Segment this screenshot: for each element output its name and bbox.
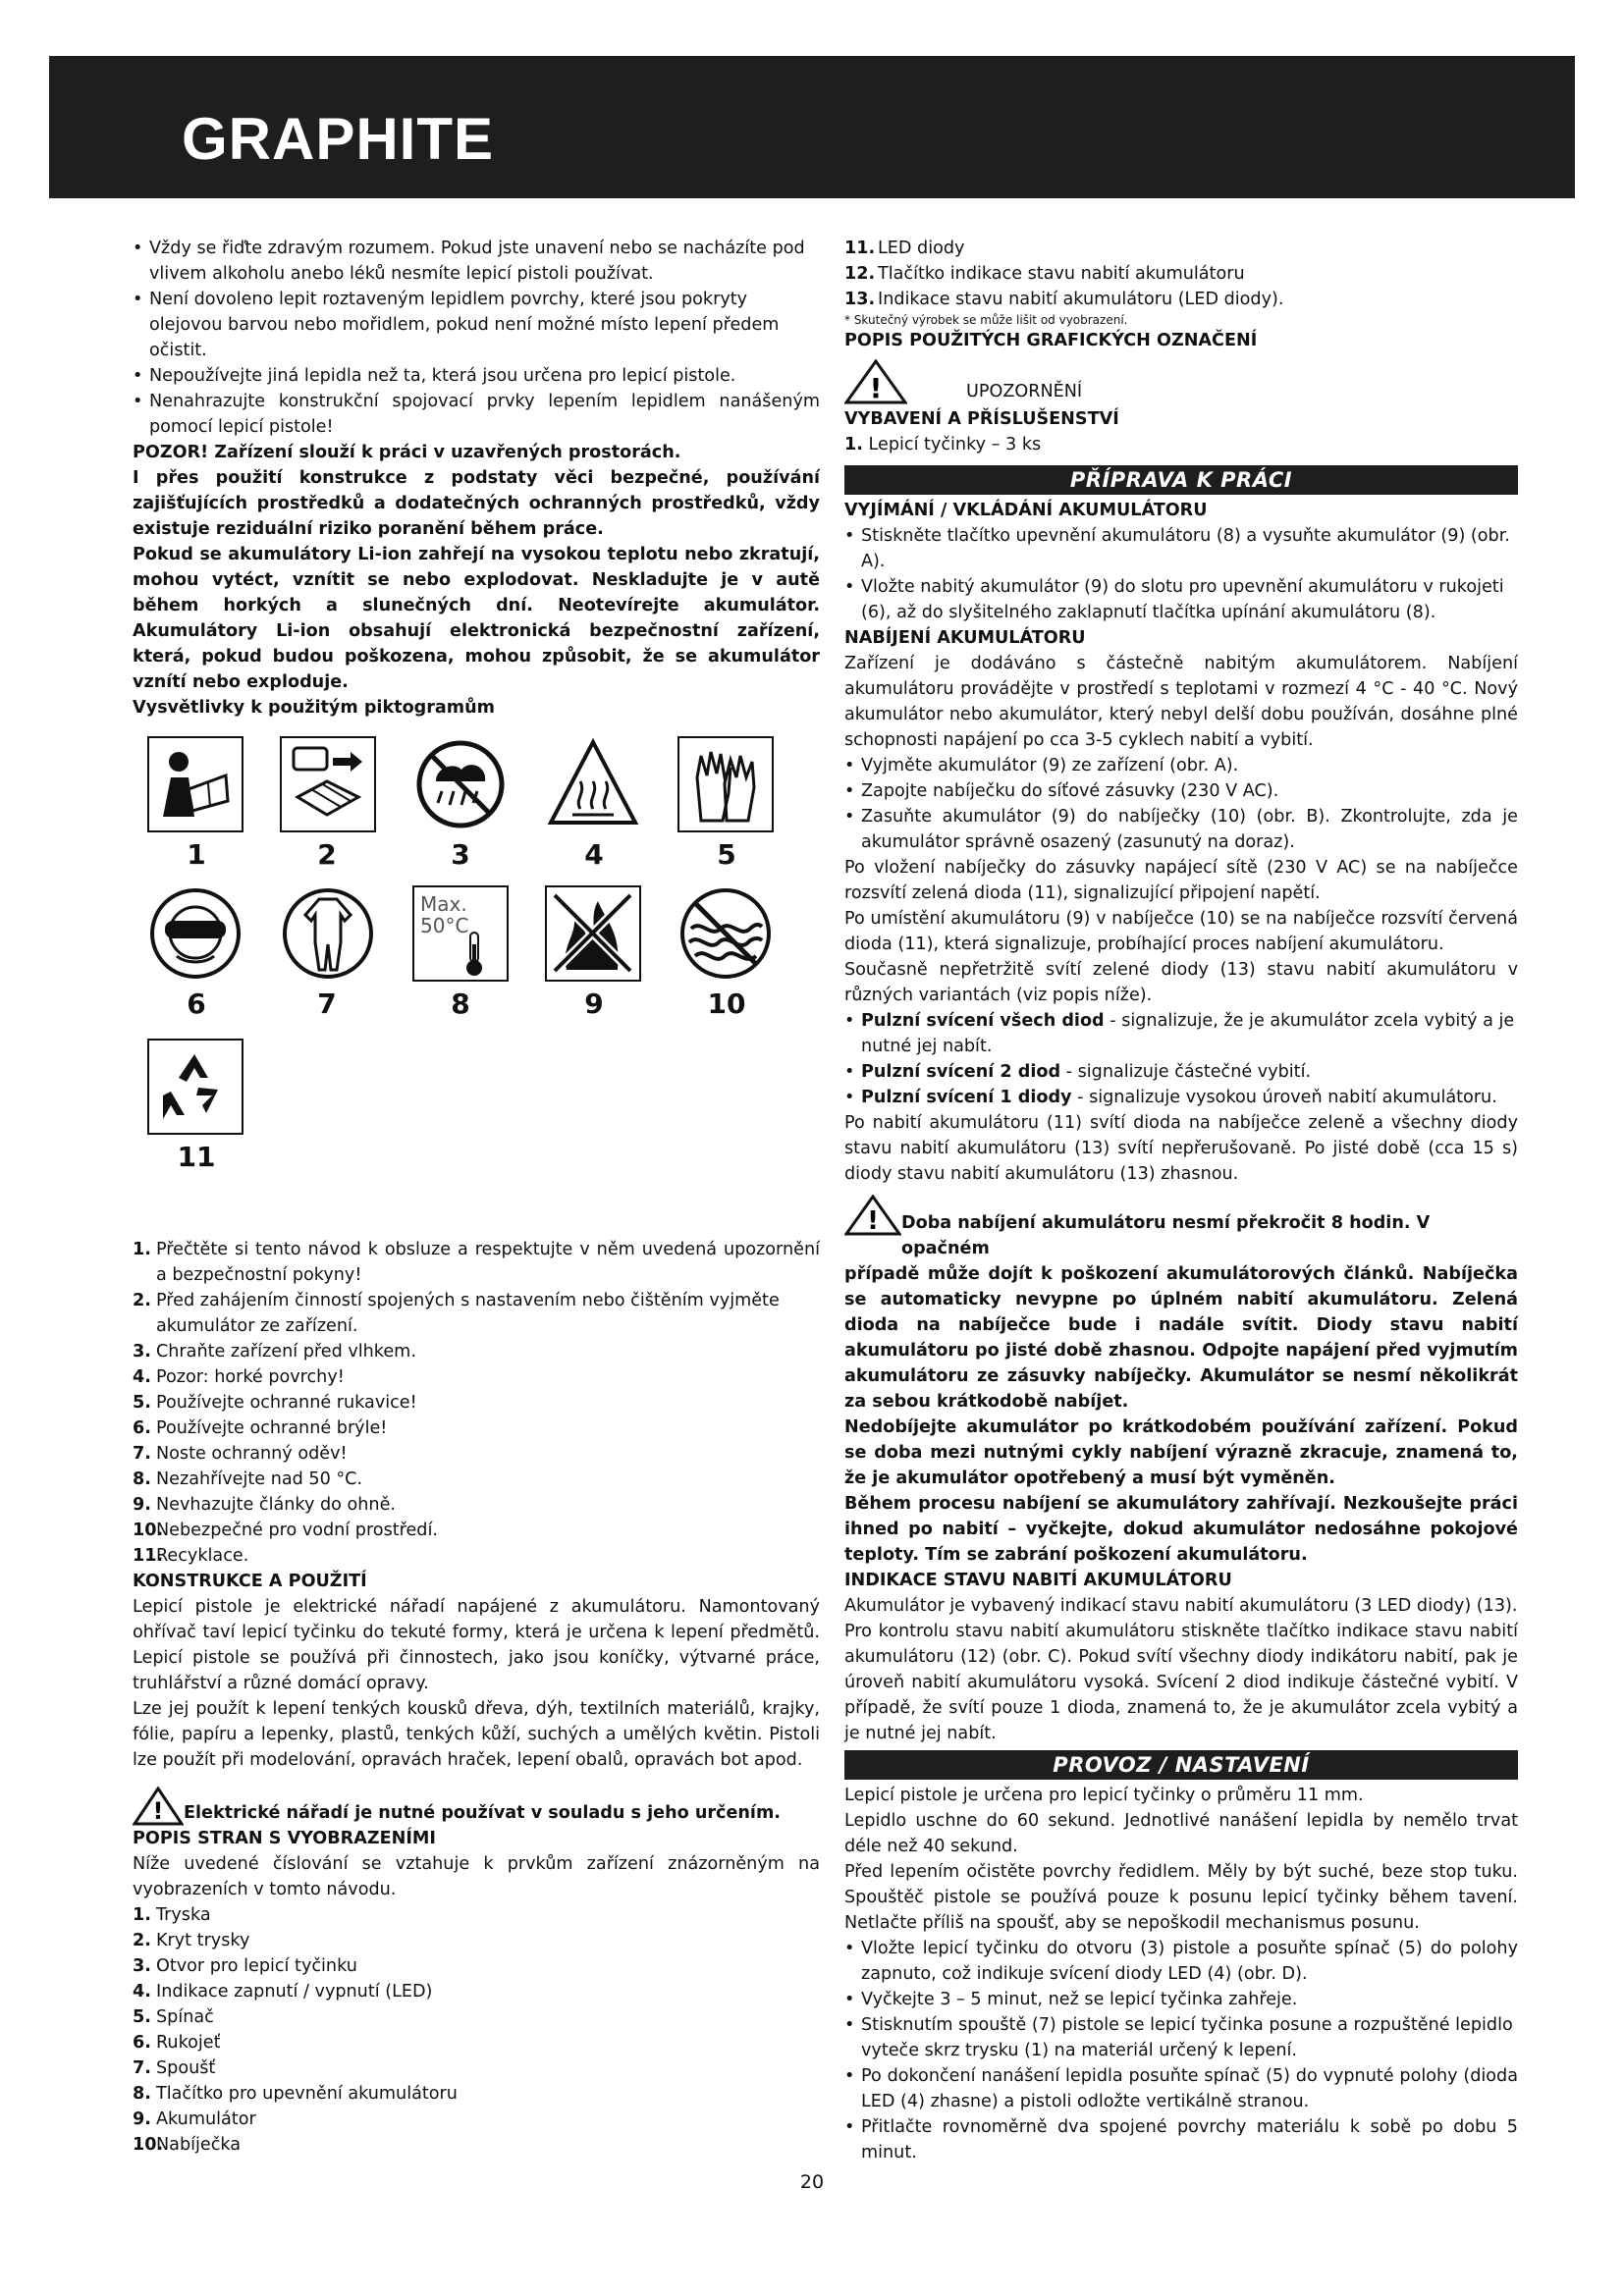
section-bar-priprava: PŘÍPRAVA K PRÁCI	[844, 465, 1518, 495]
parts-list	[133, 1902, 820, 2158]
list-item: • Po dokončení nanášení lepidla posuňte spínač (5) do vypnuté polohy (dioda LED (4) zhasne) a pistoli odložte vertikálně stranou.	[844, 2063, 1518, 2114]
warning-icon	[133, 1787, 184, 1826]
pictogram-number: 10	[707, 988, 746, 1020]
list-item: • Pulzní svícení 1 diody - signalizuje vysokou úroveň nabití akumulátoru.	[844, 1085, 1518, 1110]
temperature-label: 50°C	[420, 914, 469, 937]
charge-warning-text: případě může dojít k poškození akumulátorových článků. Nabíječka se automaticky nevypne po úplném nabití akumulátoru. Zelená dioda na nabíječce bude i nadále svítit. Diody stavu nabití akumulátoru po jisté době zhasnou. Odpojte napájení před vyjmutím akumulátoru ze zásuvky nabíječky. Akumulátor se nesmí několikrát za sebou krátkodobě nabíjet.	[844, 1264, 1518, 1412]
svg-text:!: !	[152, 1797, 164, 1825]
header-bar	[49, 56, 1575, 198]
list-item: • Vyčkejte 3 – 5 minut, než se lepicí tyčinka zahřeje.	[844, 1987, 1518, 2012]
list-item: 5. Používejte ochranné rukavice!	[133, 1393, 417, 1413]
pictogram-number: 2	[317, 838, 337, 871]
charging-bullet-list	[844, 753, 1518, 855]
remove-battery-icon	[280, 736, 376, 832]
max-label: Max.	[420, 892, 467, 916]
list-item: 2. Před zahájením činností spojených s nastavením nebo čištěním vyjměte akumulátor ze zařízení.	[133, 1291, 780, 1336]
paragraph: Po umístění akumulátoru (9) v nabíječce (10) se na nabíječce rozsvítí červená dioda (11), která signalizuje, probíhající proces nabíjení akumulátoru.	[844, 909, 1518, 954]
svg-text:!: !	[869, 372, 883, 404]
pictogram-grid	[133, 726, 820, 1227]
list-item: 12. Tlačítko indikace stavu nabití akumulátoru	[844, 264, 1245, 284]
list-item: 11. Recyklace.	[133, 1546, 249, 1566]
paragraph: Akumulátor je vybavený indikací stavu nabití akumulátoru (3 LED diody) (13).	[844, 1596, 1518, 1616]
residual-risk-note: I přes použití konstrukce z podstaty věci bezpečné, používání zajišťujících prostředků a dodatečných ochranných prostředků, vždy existuje reziduální riziko poranění během práce.	[133, 468, 820, 539]
list-item: 9. Nevhazujte články do ohně.	[133, 1495, 396, 1515]
list-item: • Vložte lepicí tyčinku do otvoru (3) pistole a posuňte spínač (5) do polohy zapnuto, což indikuje svícení diody LED (4) (obr. D).	[844, 1936, 1518, 1987]
list-item: 4. Pozor: horké povrchy!	[133, 1367, 345, 1387]
list-item: • Pulzní svícení všech diod - signalizuje, že je akumulátor zcela vybitý a je nutné jej nabít.	[844, 1008, 1518, 1059]
list-item: • Stiskněte tlačítko upevnění akumulátoru (8) a vysuňte akumulátor (9) (obr. A).	[844, 523, 1518, 574]
paragraph: Lepidlo uschne do 60 sekund. Jednotlivé nanášení lepidla by nemělo trvat déle než 40 sekund.	[844, 1811, 1518, 1856]
list-item: 1. Tryska	[133, 1905, 211, 1925]
list-item: 7. Spoušť	[133, 2058, 216, 2078]
charge-time-warning	[844, 1195, 1518, 1261]
page-number: 20	[799, 2171, 825, 2193]
footnote: * Skutečný výrobek se může lišit od vyobrazení.	[844, 313, 1128, 327]
section-heading: VYJÍMÁNÍ / VKLÁDÁNÍ AKUMULÁTORU	[844, 501, 1208, 520]
section-heading: NABÍJENÍ AKUMULÁTORU	[844, 628, 1086, 648]
paragraph: Lze jej použít k lepení tenkých kousků dřeva, dýh, textilních materiálů, krajky, fólie, papíru a lepenky, plastů, tenkých kůží, suchých a umělých květin. Pistoli lze použít při modelování, opravách hraček, lepení obalů, opravách bot apod.	[133, 1699, 820, 1770]
list-item: 9. Akumulátor	[133, 2109, 256, 2129]
no-rain-icon	[412, 736, 509, 832]
accessory-item: 1. Lepicí tyčinky – 3 ks	[844, 435, 1042, 454]
list-item: • Zasuňte akumulátor (9) do nabíječky (10) (obr. B). Zkontrolujte, zda je akumulátor správně osazený (zasunutý na doraz).	[844, 804, 1518, 855]
paragraph: Před lepením očistěte povrchy ředidlem. Měly by být suché, beze stop tuku. Spouštěč pistole se používá pouze k posunu lepicí tyčinky během tavení. Netlačte příliš na spoušť, aby se nepoškodil mechanismus posunu.	[844, 1862, 1518, 1933]
list-item: • Vložte nabitý akumulátor (9) do slotu pro upevnění akumulátoru v rukojeti (6), až do slyšitelného zaklapnutí tlačítka upínání akumulátoru (8).	[844, 574, 1518, 625]
list-item: • Vždy se řiďte zdravým rozumem. Pokud jste unavení nebo se nacházíte pod vlivem alkoholu anebo léků nesmíte lepicí pistoli používat.	[133, 236, 820, 287]
paragraph: Po vložení nabíječky do zásuvky napájecí sítě (230 V AC) se na nabíječce rozsvítí zelená dioda (11), signalizující připojení napětí.	[844, 858, 1518, 903]
list-item: 5. Spínač	[133, 2007, 214, 2027]
pictogram-number: 3	[451, 838, 470, 871]
paragraph: Současně nepřetržitě svítí zelené diody (13) stavu nabití akumulátoru v různých variantách (viz popis níže).	[844, 960, 1518, 1005]
battery-bullet-list	[844, 523, 1518, 625]
paragraph: Lepicí pistole je elektrické nářadí napájené z akumulátoru. Namontovaný ohřívač taví lepicí tyčinku do tekuté formy, která je určena k lepení předmětů. Lepicí pistole se používá při činnostech, jako jsou koníčky, výtvarné práce, truhlářství a různé domácí opravy.	[133, 1597, 820, 1693]
list-item: 13. Indikace stavu nabití akumulátoru (LED diody).	[844, 290, 1284, 309]
paragraph: Níže uvedené číslování se vztahuje k prvkům zařízení znázorněným na vyobrazeních v tomto návodu.	[133, 1854, 820, 1899]
list-item: 11. LED diody	[844, 239, 965, 258]
protective-clothing-icon	[280, 885, 376, 982]
pictogram-number: 11	[177, 1141, 216, 1173]
pozor-note: POZOR! Zařízení slouží k práci v uzavřených prostorách.	[133, 443, 681, 462]
pictogram-number: 4	[584, 838, 604, 871]
pictogram-number: 7	[317, 988, 337, 1020]
list-item: 10. Nebezpečné pro vodní prostředí.	[133, 1521, 438, 1540]
safety-bullet-list	[133, 236, 820, 440]
pulse-bullet-list	[844, 1008, 1518, 1110]
section-heading: VYBAVENÍ A PŘÍSLUŠENSTVÍ	[844, 409, 1119, 429]
list-item: 6. Rukojeť	[133, 2033, 221, 2053]
no-fire-icon	[545, 885, 641, 982]
pictogram-number: 1	[187, 838, 206, 871]
section-heading: INDIKACE STAVU NABITÍ AKUMULÁTORU	[844, 1571, 1232, 1590]
water-hazard-icon	[677, 885, 774, 982]
usage-warning-text: Elektrické nářadí je nutné používat v souladu s jeho určením.	[184, 1803, 781, 1823]
list-item: 8. Nezahřívejte nad 50 °C.	[133, 1469, 363, 1489]
pictogram-number: 5	[717, 838, 736, 871]
list-item: 3. Otvor pro lepicí tyčinku	[133, 1956, 357, 1976]
pictogram-number: 9	[584, 988, 604, 1020]
list-item: • Není dovoleno lepit roztaveným lepidlem povrchy, které jsou pokryty olejovou barvou nebo mořidlem, pokud není možné místo lepení předem očistit.	[133, 287, 820, 363]
liion-warning: Pokud se akumulátory Li-ion zahřejí na vysokou teplotu nebo zkratují, mohou vytéct, vznítit se nebo explodovat. Neskladujte je v autě během horkých a slunečných dní. Neotevírejte akumulátor. Akumulátory Li-ion obsahují elektronická bezpečnostní zařízení, která, pokud budou poškozena, mohou způsobit, že se akumulátor vznítí nebo exploduje.	[133, 545, 820, 692]
charge-warning-text: Nedobíjejte akumulátor po krátkodobém používání zařízení. Pokud se doba mezi nutnými cykly nabíjení výrazně zkracuje, znamená to, že je akumulátor opotřebený a musí být vyměněn.	[844, 1417, 1518, 1488]
left-column	[133, 236, 820, 2158]
list-item: 2. Kryt trysky	[133, 1931, 250, 1950]
section-bar-provoz: PROVOZ / NASTAVENÍ	[844, 1750, 1518, 1780]
pictogram-number: 6	[187, 988, 206, 1020]
warning-icon	[844, 359, 907, 404]
section-heading: POPIS STRAN S VYOBRAZENÍMI	[133, 1829, 436, 1848]
hot-surface-icon	[545, 736, 641, 832]
usage-warning	[133, 1787, 820, 1826]
brand-logo: GRAPHITE	[182, 106, 495, 172]
read-manual-icon	[147, 736, 244, 832]
list-item: 8. Tlačítko pro upevnění akumulátoru	[133, 2084, 458, 2104]
list-item: 1. Přečtěte si tento návod k obsluze a respektujte v něm uvedená upozornění a bezpečnostní pokyny!	[133, 1240, 820, 1285]
warning-symbol-row	[844, 359, 1518, 404]
pictogram-number: 8	[451, 988, 470, 1020]
list-item: 7. Noste ochranný oděv!	[133, 1444, 348, 1464]
list-item: 3. Chraňte zařízení před vlhkem.	[133, 1342, 416, 1362]
list-item: • Vyjměte akumulátor (9) ze zařízení (obr. A).	[844, 753, 1518, 778]
list-item: 4. Indikace zapnutí / vypnutí (LED)	[133, 1982, 433, 2002]
gloves-icon	[677, 736, 774, 832]
pictogram-legend-list	[133, 1237, 820, 1569]
pictogram-heading: Vysvětlivky k použitým piktogramům	[133, 698, 495, 718]
section-heading: KONSTRUKCE A POUŽITÍ	[133, 1572, 367, 1591]
parts-list-continued	[844, 236, 1518, 312]
list-item: 10. Nabíječka	[133, 2135, 242, 2155]
paragraph: Pro kontrolu stavu nabití akumulátoru stiskněte tlačítko indikace stavu nabití akumulátoru (12) (obr. C). Pokud svítí všechny diody indikátoru nabití, pak je úroveň nabití akumulátoru vysoká. Svícení 2 diod indikuje částečné vybití. V případě, že svítí pouze 1 dioda, znamená to, že je akumulátor zcela vybitý a je nutné jej nabít.	[844, 1622, 1518, 1743]
list-item: • Pulzní svícení 2 diod - signalizuje částečné vybití.	[844, 1059, 1518, 1085]
list-item: 6. Používejte ochranné brýle!	[133, 1418, 388, 1438]
list-item: • Nepoužívejte jiná lepidla než ta, která jsou určena pro lepicí pistole.	[133, 363, 820, 389]
svg-text:!: !	[867, 1206, 879, 1236]
list-item: • Stisknutím spouště (7) pistole se lepicí tyčinka posune a rozpuštěné lepidlo vyteče skrz trysku (1) na materiál určený k lepení.	[844, 2012, 1518, 2063]
list-item: • Přitlačte rovnoměrně dva spojené povrchy materiálu k sobě po dobu 5 minut.	[844, 2114, 1518, 2165]
max-temperature-icon	[412, 885, 509, 982]
operation-bullet-list	[844, 1936, 1518, 2165]
section-heading: POPIS POUŽITÝCH GRAFICKÝCH OZNAČENÍ	[844, 331, 1258, 350]
list-item: • Zapojte nabíječku do síťové zásuvky (230 V AC).	[844, 778, 1518, 804]
charge-warning-text: Během procesu nabíjení se akumulátory zahřívají. Nezkoušejte práci ihned po nabití – vyčkejte, dokud akumulátor nedosáhne pokojové teploty. Tím se zabrání poškození akumulátoru.	[844, 1494, 1518, 1565]
right-column	[844, 236, 1518, 2165]
list-item: • Nenahrazujte konstrukční spojovací prvky lepením lepidlem nanášeným pomocí lepicí pistole!	[133, 389, 820, 440]
goggles-icon	[147, 885, 244, 982]
paragraph: Zařízení je dodáváno s částečně nabitým akumulátorem. Nabíjení akumulátoru provádějte v prostředí s teplotami v rozmezí 4 °C - 40 °C. Nový akumulátor nebo akumulátor, který nebyl delší dobu používán, dosáhne plné schopnosti napájení po cca 3-5 cyklech nabití a vybití.	[844, 654, 1518, 750]
paragraph: Po nabití akumulátoru (11) svítí dioda na nabíječce zeleně a všechny diody stavu nabití akumulátoru (13) svítí nepřerušovaně. Po jisté době (cca 15 s) diody stavu nabití akumulátoru (13) zhasnou.	[844, 1113, 1518, 1184]
warning-icon	[844, 1195, 901, 1236]
warning-label: UPOZORNĚNÍ	[966, 382, 1083, 401]
paragraph: Lepicí pistole je určena pro lepicí tyčinky o průměru 11 mm.	[844, 1786, 1364, 1805]
recycling-icon	[147, 1039, 244, 1135]
charge-warning-lead: Doba nabíjení akumulátoru nesmí překročit 8 hodin. V opačném	[901, 1213, 1431, 1258]
